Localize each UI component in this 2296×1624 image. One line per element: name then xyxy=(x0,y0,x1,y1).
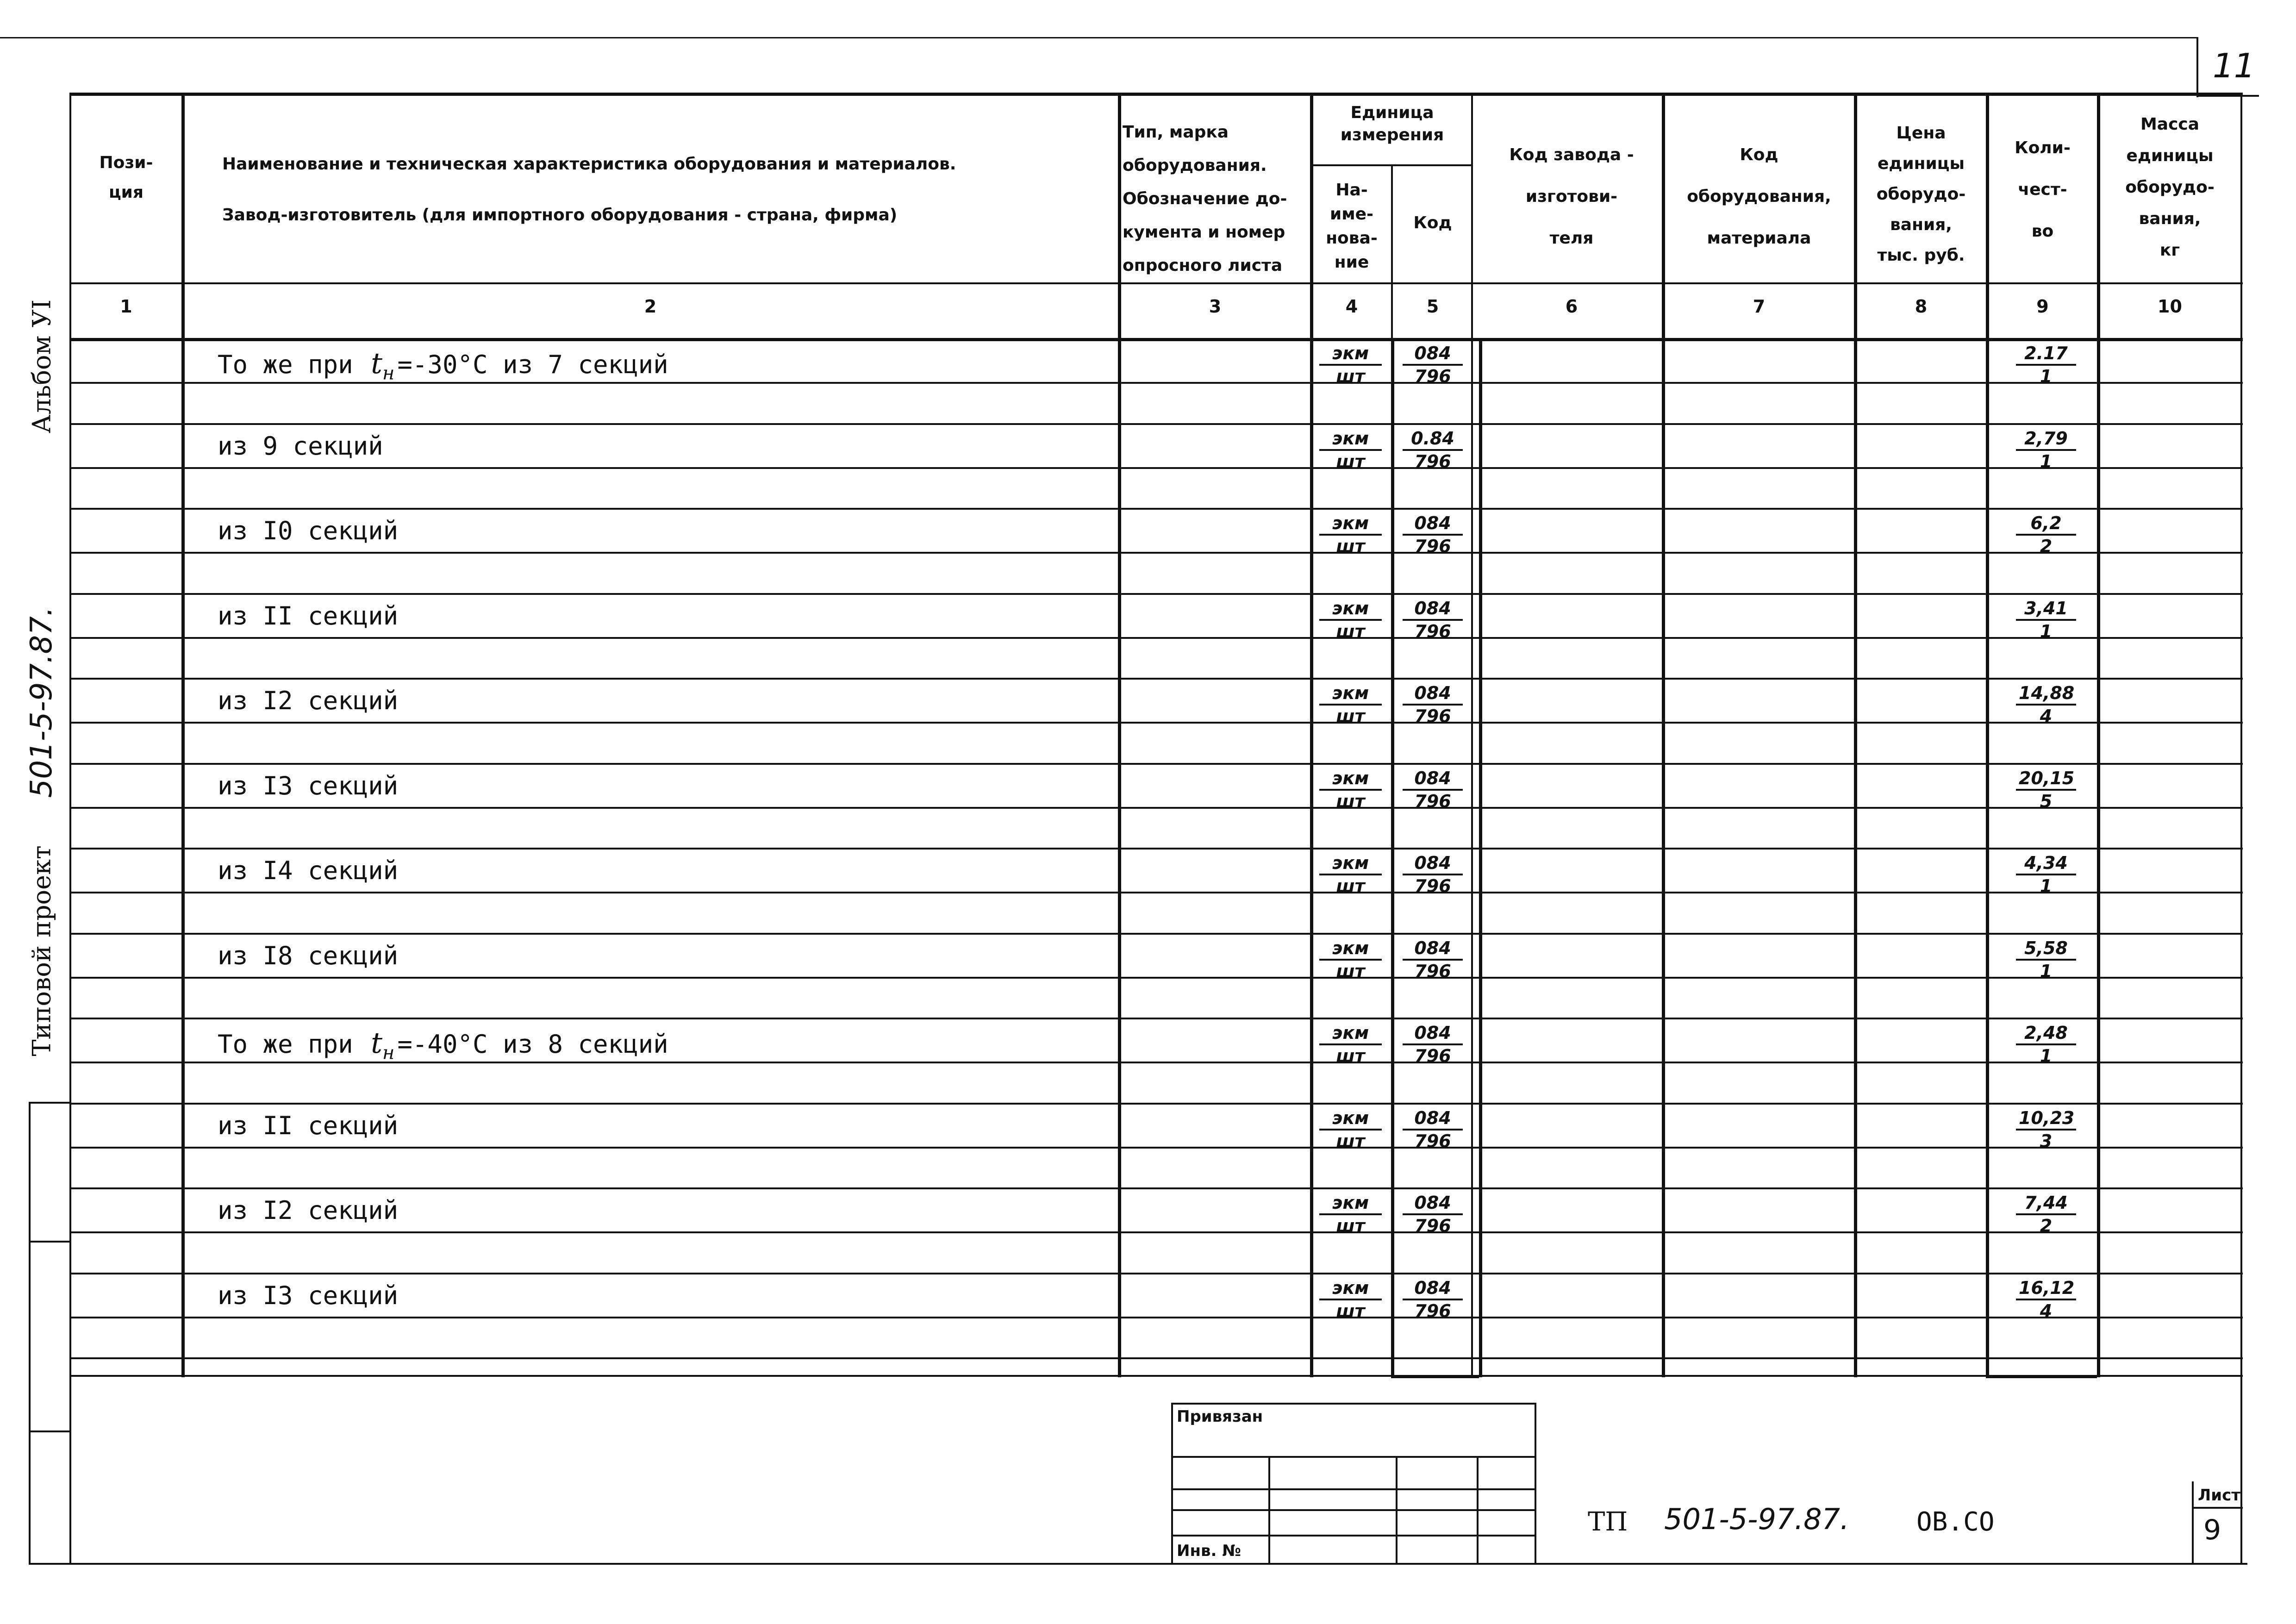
unit-code-fraction: $\frac{084}{796}$ xyxy=(1403,682,1463,727)
row-description: из II секций xyxy=(218,601,399,631)
column-number: 9 xyxy=(2036,296,2049,317)
quantity-fraction: $\frac{7,44}{2}$ xyxy=(2016,1192,2076,1237)
quantity-fraction: $\frac{2,79}{1}$ xyxy=(2016,428,2076,472)
row-rule xyxy=(69,1147,2243,1149)
row-rule xyxy=(69,1018,2243,1019)
column-number: 1 xyxy=(120,296,132,317)
unit-code-fraction: $\frac{084}{796}$ xyxy=(1403,512,1463,557)
row-rule xyxy=(69,1187,2243,1189)
side-label-album: Альбом УI xyxy=(27,299,56,434)
row-rule xyxy=(69,807,2243,809)
row-description: из I2 секций xyxy=(218,686,399,715)
doc-tp: ТП xyxy=(1588,1507,1628,1537)
row-description: из I3 секций xyxy=(218,771,399,800)
column-number: 5 xyxy=(1426,296,1439,317)
privyazan-label: Привязан xyxy=(1177,1407,1263,1426)
unit-name-fraction: экм шт xyxy=(1319,1277,1382,1322)
unit-name-fraction: экм шт xyxy=(1319,768,1382,812)
unit-code-fraction: $\frac{084}{796}$ xyxy=(1403,852,1463,897)
inv-no-label: Инв. № xyxy=(1177,1542,1242,1560)
header-col7: Код оборудования, материала xyxy=(1687,145,1831,248)
row-rule xyxy=(69,637,2243,639)
row-description: То же при $t_н =-40^\circ С$ из 8 секций xyxy=(218,1026,668,1064)
header-col8: Цена единицы оборудо- вания, тыс. руб. xyxy=(1876,124,1966,265)
quantity-fraction: $\frac{4,34}{1}$ xyxy=(2016,852,2076,897)
sheet-label: Лист xyxy=(2198,1486,2240,1505)
side-label-project-code: 501-5-97.87. xyxy=(25,606,59,798)
column-number: 10 xyxy=(2158,296,2182,317)
unit-name-fraction: экм шт xyxy=(1319,937,1382,982)
quantity-fraction: $\frac{14,88}{4}$ xyxy=(2016,682,2076,727)
row-description: из II секций xyxy=(218,1111,399,1140)
row-rule xyxy=(69,722,2243,724)
header-col4: На- име- нова- ние xyxy=(1326,181,1378,272)
row-rule xyxy=(69,848,2243,849)
row-description: из I8 секций xyxy=(218,941,399,970)
unit-name-fraction: экм шт xyxy=(1319,512,1382,557)
row-rule xyxy=(69,1103,2243,1105)
header-col1: Пози- ция xyxy=(99,153,153,202)
unit-code-fraction: $\frac{084}{796}$ xyxy=(1403,1277,1463,1322)
row-rule xyxy=(69,933,2243,935)
page-number-handwritten: 11 xyxy=(2213,46,2255,85)
unit-code-fraction: $\frac{084}{796}$ xyxy=(1403,1022,1463,1067)
unit-name-fraction: экм шт xyxy=(1319,1107,1382,1152)
side-label-project-type: Типовой проект xyxy=(27,845,56,1056)
quantity-fraction: $\frac{10,23}{3}$ xyxy=(2016,1107,2076,1152)
unit-name-fraction: экм шт xyxy=(1319,1022,1382,1067)
header-col3: Тип, марка оборудования. Обозначение до- кумента и номер опросного листа xyxy=(1123,123,1287,275)
column-number: 4 xyxy=(1345,296,1358,317)
row-description: из 9 секций xyxy=(218,431,383,461)
row-rule xyxy=(69,508,2243,510)
row-rule xyxy=(69,552,2243,554)
unit-code-fraction: $\frac{084}{796}$ xyxy=(1403,1192,1463,1237)
unit-code-fraction: $\frac{084}{796}$ xyxy=(1403,937,1463,982)
row-rule xyxy=(69,892,2243,893)
row-description: из I3 секций xyxy=(218,1280,399,1310)
header-col6: Код завода - изготови- теля xyxy=(1509,145,1634,248)
row-rule xyxy=(69,423,2243,425)
unit-code-fraction: $\frac{084}{796}$ xyxy=(1403,598,1463,642)
doc-section: ОВ.СО xyxy=(1916,1507,1995,1537)
unit-name-fraction: экм шт xyxy=(1319,428,1382,472)
header-col9: Коли- чест- во xyxy=(2015,138,2071,241)
row-description: из I2 секций xyxy=(218,1196,399,1225)
unit-name-fraction: экм шт xyxy=(1319,1192,1382,1237)
header-col10: Масса единицы оборудо- вания, кг xyxy=(2125,115,2215,260)
quantity-fraction: $\frac{20,15}{5}$ xyxy=(2016,768,2076,812)
row-rule xyxy=(69,763,2243,765)
unit-name-fraction: экм шт xyxy=(1319,682,1382,727)
column-number: 7 xyxy=(1753,296,1766,317)
unit-code-fraction: $\frac{084}{796}$ xyxy=(1403,1107,1463,1152)
row-rule xyxy=(69,1273,2243,1274)
header-col2: Наименование и техническая характеристика оборудования и материалов. Завод-изготовитель (для импортного оборудования - страна, фирма) xyxy=(222,155,956,225)
quantity-fraction: $\frac{6,2}{2}$ xyxy=(2016,512,2076,557)
row-description: То же при $t_н =-30^\circ С$ из 7 секций xyxy=(218,346,668,384)
row-rule xyxy=(69,1357,2243,1359)
row-description: из I0 секций xyxy=(218,516,399,545)
quantity-fraction: $\frac{3,41}{1}$ xyxy=(2016,598,2076,642)
unit-code-fraction: $\frac{0.84}{796}$ xyxy=(1403,428,1463,472)
unit-name-fraction: экм шт xyxy=(1319,852,1382,897)
sheet-number: 9 xyxy=(2203,1514,2221,1546)
column-number: 3 xyxy=(1209,296,1222,317)
unit-name-fraction: экм шт xyxy=(1319,343,1382,387)
unit-code-fraction: $\frac{084}{796}$ xyxy=(1403,768,1463,812)
unit-name-fraction: экм шт xyxy=(1319,598,1382,642)
row-rule xyxy=(69,1317,2243,1318)
header-unit-group: Единица измерения xyxy=(1340,103,1444,144)
quantity-fraction: $\frac{5,58}{1}$ xyxy=(2016,937,2076,982)
quantity-fraction: $\frac{2.17}{1}$ xyxy=(2016,343,2076,387)
doc-code: 501-5-97.87. xyxy=(1664,1502,1849,1536)
unit-code-fraction: $\frac{084}{796}$ xyxy=(1403,343,1463,387)
column-number: 6 xyxy=(1565,296,1578,317)
column-number: 2 xyxy=(644,296,657,317)
quantity-fraction: $\frac{2,48}{1}$ xyxy=(2016,1022,2076,1067)
row-rule xyxy=(69,977,2243,979)
column-number: 8 xyxy=(1915,296,1928,317)
row-rule xyxy=(69,678,2243,680)
header-col5: Код xyxy=(1413,213,1452,232)
row-description: из I4 секций xyxy=(218,856,399,885)
row-rule xyxy=(69,467,2243,469)
row-rule xyxy=(69,593,2243,595)
row-rule xyxy=(69,1231,2243,1233)
quantity-fraction: $\frac{16,12}{4}$ xyxy=(2016,1277,2076,1322)
